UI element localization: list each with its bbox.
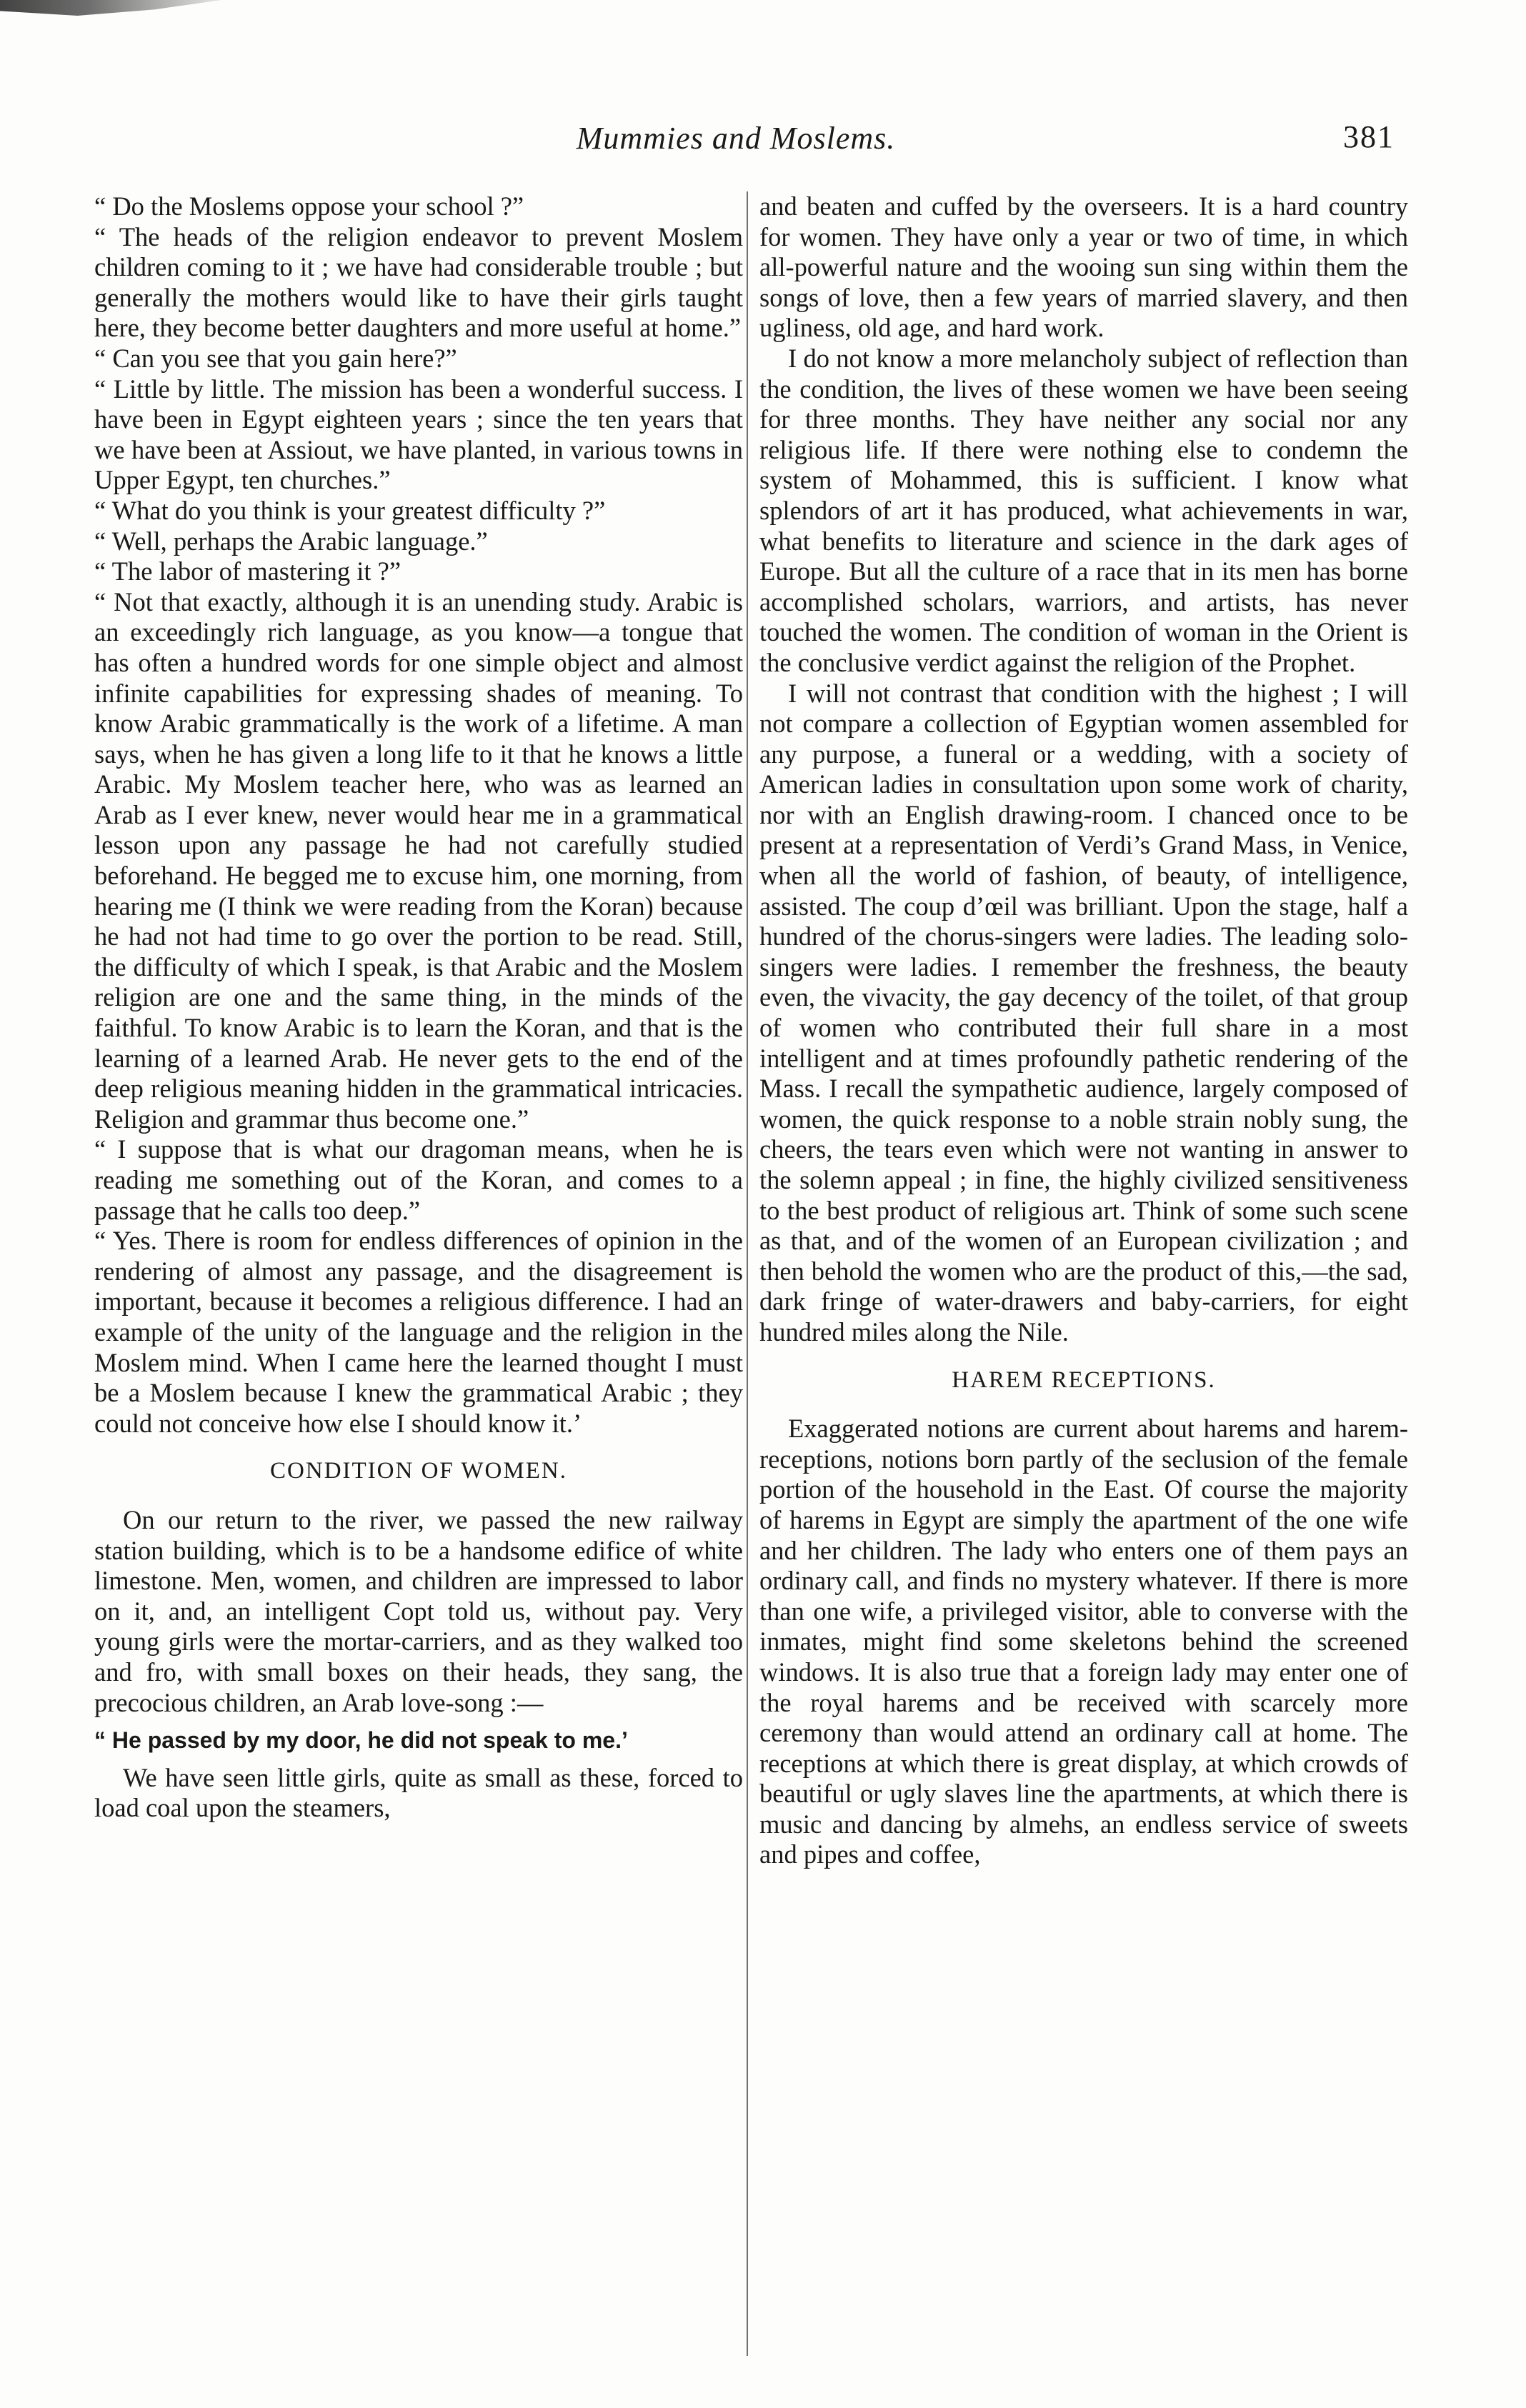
left-paragraph: “ Well, perhaps the Arabic language.”: [94, 526, 488, 556]
section-heading-condition-of-women: CONDITION OF WOMEN.: [270, 1458, 567, 1484]
left-paragraph: “ Yes. There is room for endless differences of opinion in the rendering of almost any passage, and the disagreement is important, because it becomes a religious difference. I had an example of the unity of the language and the religion in the Moslem mind. When I came here the learned thought I must be a Moslem because I knew the grammatical Arabic ; they could not conceive how else I should know it.’: [94, 1226, 743, 1438]
left-paragraph: We have seen little girls, quite as small as these, forced to load coal upon the steamers,: [94, 1762, 743, 1823]
right-paragraph: I do not know a more melancholy subject of reflection than the condition, the lives of these women we have been seeing for three months. They have neither any social nor any religious life. If there were nothing else to condemn the system of Mohammed, this is sufficient. I know what splendors of art it has produced, what achievements in war, what benefits to literature and science in the dark ages of Europe. But all the culture of a race that in its men has borne accomplished scholars, warriors, and artists, has never touched the women. The condition of woman in the Orient is the conclusive verdict against the religion of the Prophet.: [759, 343, 1408, 677]
left-paragraph: “ Not that exactly, although it is an unending study. Arabic is an exceedingly rich language, as you know—a tongue that has often a hundred words for one simple object and almost infinite capabilities for expressing shades of meaning. To know Arabic grammatically is the work of a lifetime. A man says, when he has given a long life to it that he knows a little Arabic. My Moslem teacher here, who was as learned an Arab as I ever knew, never would hear me in a grammatical lesson upon any passage he had not carefully studied beforehand. He begged me to excuse him, one morning, from hearing me (I think we were reading from the Koran) because he had not had time to go over the portion to be read. Still, the difficulty of which I speak, is that Arabic and the Moslem religion are one and the same thing, in the minds of the faithful. To know Arabic is to learn the Koran, and that is the learning of a learned Arab. He never gets to the end of the deep religious meaning hidden in the grammatical intricacies. Religion and grammar thus become one.”: [94, 586, 743, 1134]
left-paragraph: On our return to the river, we passed the new railway station building, which is to be a handsome edifice of white limestone. Men, women, and children are impressed to labor on it, and, an intelligent Copt told us, without pay. Very young girls were the mortar-carriers, and as they walked too and fro, with small boxes on their heads, they sang, the precocious children, an Arab love-song :—: [94, 1504, 743, 1717]
song-line: “ He passed by my door, he did not speak to me.’: [94, 1727, 628, 1754]
running-head: Mummies and Moslems.: [576, 121, 896, 156]
left-column: [94, 191, 743, 1824]
right-paragraph: and beaten and cuffed by the overseers. It is a hard country for women. They have only a year or two of time, in which all-powerful nature and the wooing sun sing within them the songs of love, then a few years of married slavery, and then ugliness, old age, and hard work.: [759, 191, 1408, 343]
page-number: 381: [1343, 119, 1395, 154]
left-paragraph: “ Little by little. The mission has been a wonderful success. I have been in Egypt eighteen years ; since the ten years that we have been at Assiout, we have planted, in various towns in Upper Egypt, ten churches.”: [94, 374, 743, 495]
scan-smudge: [0, 0, 221, 16]
left-paragraph: “ The labor of mastering it ?”: [94, 556, 402, 586]
left-paragraph: “ I suppose that is what our dragoman means, when he is reading me something out of the Koran, and comes to a passage that he calls too deep.”: [94, 1134, 743, 1225]
right-column: [759, 191, 1408, 1870]
right-paragraph: Exaggerated notions are current about harems and harem-receptions, notions born partly of the seclusion of the female portion of the household in the East. Of course the majority of harems in Egypt are simply the apartment of the one wife and her children. The lady who enters one of them pays an ordinary call, and finds no mystery whatever. If there is more than one wife, a privileged visitor, able to converse with the inmates, might find some skeletons behind the screened windows. It is also true that a foreign lady may enter one of the royal harems and be received with scarcely more ceremony than would attend an ordinary call at home. The receptions at which there is great display, at which crowds of beautiful or ugly slaves line the apartments, at which there is music and dancing by almehs, an endless service of sweets and pipes and coffee,: [759, 1414, 1408, 1869]
column-divider: [747, 191, 748, 2356]
right-paragraph: I will not contrast that condition with the highest ; I will not compare a collection of Egyptian women assembled for any purpose, a funeral or a wedding, with a society of American ladies in consultation upon some work of charity, nor with an English drawing-room. I chanced once to be present at a representation of Verdi’s Grand Mass, in Venice, when all the world of fashion, of beauty, of intelligence, assisted. The coup d’œil was brilliant. Upon the stage, half a hundred of the chorus-singers were ladies. The leading solo-singers were ladies. I remember the freshness, the beauty even, the vivacity, the gay decency of the toilet, of that group of women who contributed their full share in a most intelligent and at times profoundly pathetic rendering of the Mass. I recall the sympathetic audience, largely composed of women, the quick response to a noble strain nobly sung, the cheers, the tears even which were not wanting in answer to the solemn appeal ; in fine, the highly civilized sensitiveness to the best product of religious art. Think of some such scene as that, and of the women of an European civilization ; and then behold the women who are the product of this,—the sad, dark fringe of water-drawers and baby-carriers, for eight hundred miles along the Nile.: [759, 678, 1408, 1347]
section-heading-harem-receptions: HAREM RECEPTIONS.: [952, 1367, 1216, 1393]
left-paragraph: “ The heads of the religion endeavor to prevent Moslem children coming to it ; we have had considerable trouble ; but generally the mothers would like to have their girls taught here, they become better daughters and more useful at home.”: [94, 221, 743, 343]
left-paragraph: “ What do you think is your greatest difficulty ?”: [94, 495, 606, 525]
left-paragraph: “ Do the Moslems oppose your school ?”: [94, 191, 524, 221]
left-paragraph: “ Can you see that you gain here?”: [94, 343, 457, 373]
